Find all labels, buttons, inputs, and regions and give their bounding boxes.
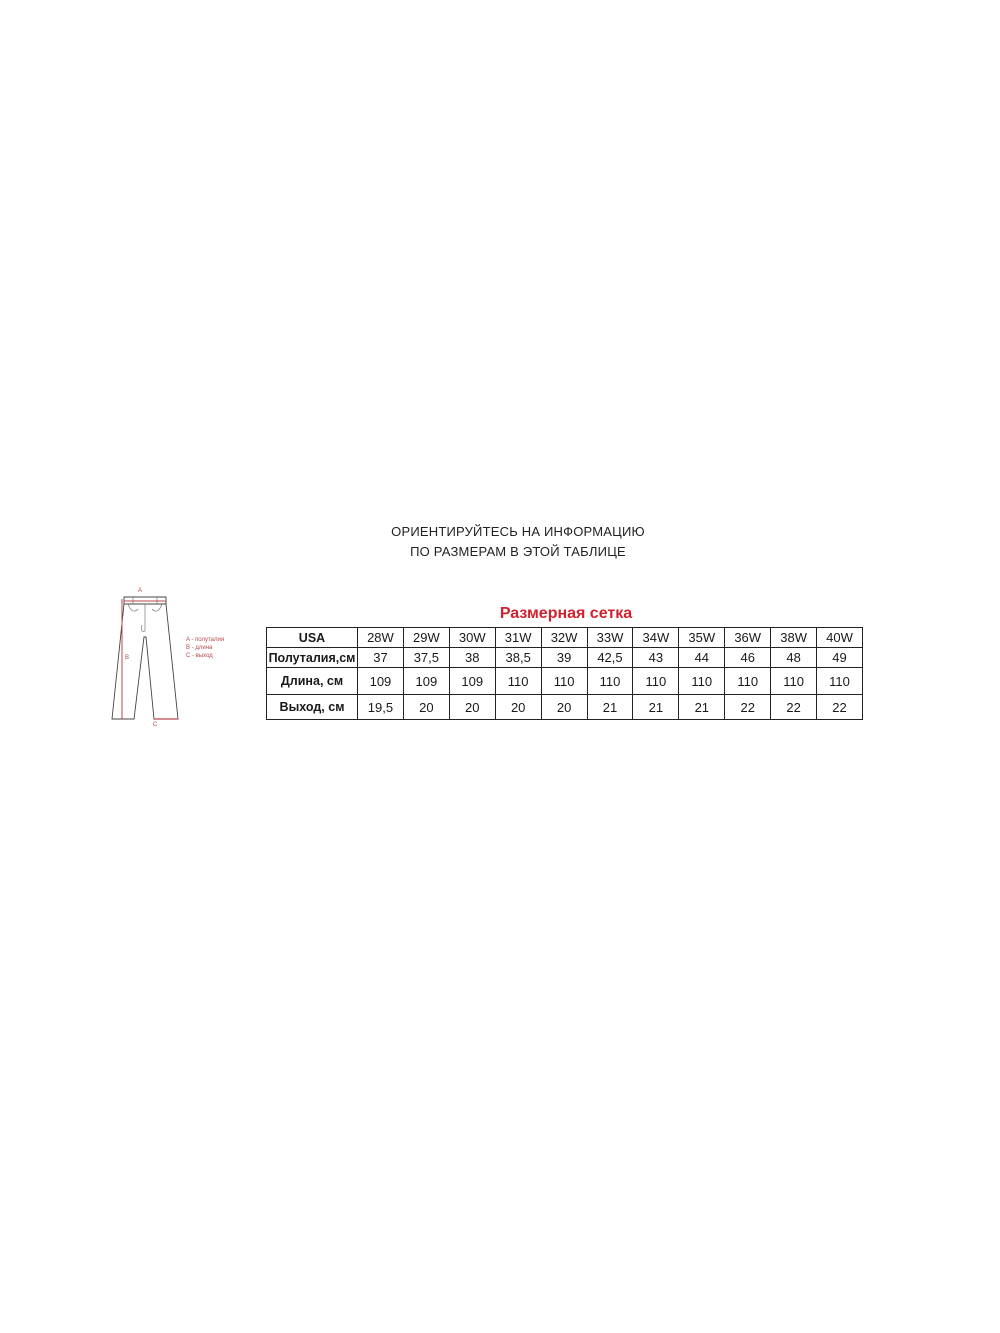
pants-diagram — [100, 585, 260, 735]
table-cell: 110 — [495, 668, 541, 695]
table-cell: 21 — [679, 695, 725, 720]
measurement-legend — [186, 636, 224, 660]
table-cell: 48 — [771, 648, 817, 668]
legend-item-c: C - выход — [186, 653, 213, 659]
table-cell: 44 — [679, 648, 725, 668]
table-cell: 31W — [495, 628, 541, 648]
table-cell: 20 — [449, 695, 495, 720]
intro-text — [318, 522, 718, 562]
table-cell: 28W — [358, 628, 404, 648]
label-b: B — [125, 655, 130, 661]
table-cell: 36W — [725, 628, 771, 648]
table-cell: 21 — [587, 695, 633, 720]
table-cell: 110 — [633, 668, 679, 695]
table-cell: 37,5 — [403, 648, 449, 668]
legend-item-a: A - полуталия — [186, 637, 225, 643]
table-cell: 20 — [403, 695, 449, 720]
size-table — [266, 627, 863, 720]
table-cell: 40W — [817, 628, 863, 648]
row-header: Длина, см — [267, 668, 358, 695]
table-cell: 110 — [771, 668, 817, 695]
table-cell: 20 — [541, 695, 587, 720]
size-grid-title: Размерная сетка — [499, 605, 633, 622]
table-cell: 110 — [679, 668, 725, 695]
table-cell: 20 — [495, 695, 541, 720]
table-row — [267, 668, 863, 695]
table-cell: 32W — [541, 628, 587, 648]
table-cell: 110 — [725, 668, 771, 695]
table-cell: 109 — [403, 668, 449, 695]
table-cell: 49 — [817, 648, 863, 668]
row-header: USA — [267, 628, 358, 648]
table-cell: 34W — [633, 628, 679, 648]
table-cell: 42,5 — [587, 648, 633, 668]
table-cell: 110 — [541, 668, 587, 695]
intro-line-1: ОРИЕНТИРУЙТЕСЬ НА ИНФОРМАЦИЮ — [391, 524, 645, 539]
table-row — [267, 628, 863, 648]
intro-line-2: ПО РАЗМЕРАМ В ЭТОЙ ТАБЛИЦЕ — [410, 544, 626, 559]
table-cell: 109 — [358, 668, 404, 695]
table-cell: 22 — [817, 695, 863, 720]
legend-item-b: B - длина — [186, 645, 213, 651]
table-cell: 19,5 — [358, 695, 404, 720]
table-cell: 30W — [449, 628, 495, 648]
table-cell: 46 — [725, 648, 771, 668]
table-row — [267, 648, 863, 668]
row-header: Полуталия,см — [267, 648, 358, 668]
label-c: C — [153, 722, 158, 728]
label-a: A — [138, 588, 143, 594]
table-cell: 43 — [633, 648, 679, 668]
table-cell: 33W — [587, 628, 633, 648]
row-header: Выход, см — [267, 695, 358, 720]
table-row — [267, 695, 863, 720]
table-cell: 38 — [449, 648, 495, 668]
table-cell: 22 — [725, 695, 771, 720]
table-cell: 110 — [817, 668, 863, 695]
table-cell: 110 — [587, 668, 633, 695]
table-cell: 109 — [449, 668, 495, 695]
table-cell: 21 — [633, 695, 679, 720]
table-cell: 38,5 — [495, 648, 541, 668]
table-cell: 37 — [358, 648, 404, 668]
table-cell: 35W — [679, 628, 725, 648]
table-cell: 38W — [771, 628, 817, 648]
table-cell: 39 — [541, 648, 587, 668]
pants-outline-icon — [100, 585, 260, 735]
table-cell: 22 — [771, 695, 817, 720]
table-cell: 29W — [403, 628, 449, 648]
